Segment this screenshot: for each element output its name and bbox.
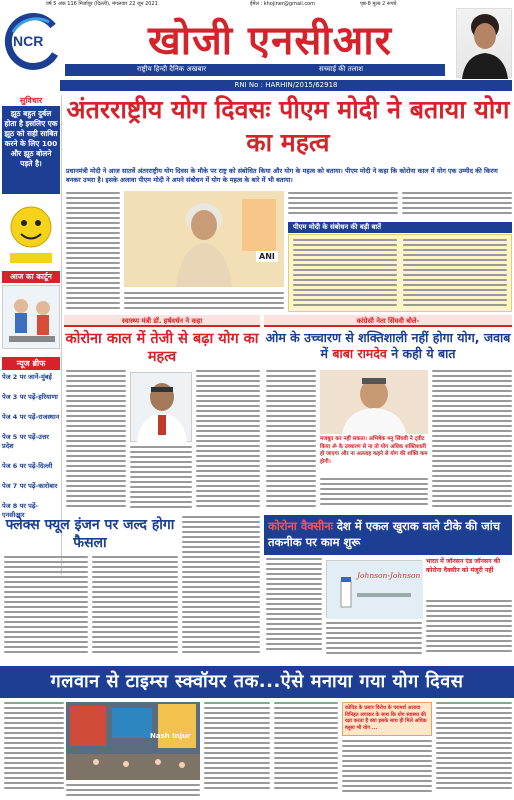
brief-item: पेज 5 पर पढ़ें-उत्तर प्रदेश (2, 433, 49, 450)
page-price: पृष्ठ-8 मूल्य 2 रूपये (360, 1, 397, 7)
thought-cartoon (6, 197, 56, 267)
newspaper-title: खोजी एनसीआर (147, 17, 392, 64)
key-points-box (288, 234, 512, 312)
ramdev-body-text (320, 478, 428, 512)
times-square-scene-icon (66, 702, 200, 780)
flex-fuel-body-text (92, 556, 178, 660)
bottom-photo-times-square (66, 702, 200, 780)
vaccine-body-text (326, 622, 422, 660)
ramdev-photo (320, 370, 428, 434)
key-points-text (293, 239, 397, 309)
cartoon-title: आज का कार्टून (2, 271, 60, 283)
health-minister-photo (130, 372, 192, 442)
bottom-body-text (204, 702, 270, 798)
ramdev-caption: मजबूत कर नहीं सकता। अभिषेक मनु सिंघवी ने ट्वीट किया ॐ के उच्चारण से ना तो योग अधिक शक्तिशाली हो जाएगा और ना अल्लाह कहने से योग की शक्ति कम होगी। (320, 436, 428, 465)
bottom-banner-headline: गलवान से टाइम्स स्क्वॉयर तक...ऐसे मनाया गया योग दिवस (0, 666, 514, 698)
flex-fuel-body-text (4, 556, 88, 660)
vaccine-vial-icon (327, 561, 423, 619)
health-body-text (66, 370, 126, 510)
tagline: राष्ट्रीय हिन्दी दैनिक अखबार (137, 65, 207, 73)
sidebar (0, 95, 62, 575)
slogan: सच्चाई की तलाश (319, 65, 364, 73)
lead-body-text (402, 192, 512, 220)
lead-photo-modi (124, 191, 284, 287)
bottom-body-text (274, 702, 338, 798)
ramdev-body-text (266, 370, 316, 512)
lead-headline: अंतरराष्ट्रीय योग दिवसः पीएम मोदी ने बताया योग का महत्व (66, 95, 510, 157)
vaccine-photo (326, 560, 422, 618)
smiley-face-icon (6, 197, 56, 267)
person-icon (131, 373, 193, 443)
ramdev-kicker: कांग्रेसी नेता सिंघवी बोले- (264, 315, 512, 327)
bottom-body-text (342, 740, 432, 798)
thought-text: झूठ बहुत दुर्बल होता है इसलिए एक झूठ को सही साबित करने के लिए 100 और झूठ बोलने पड़ते है। (2, 106, 60, 194)
issue-info: वर्ष 5 अंक 116 मिर्जापुर (दिल्ली), मंगलवार 22 जून 2021 (46, 1, 158, 7)
ramdev-name: बाबा रामदेव (332, 346, 387, 361)
speaker-figure-icon (124, 191, 284, 287)
rni-number: RNI No : HARHIN/2015/62918 (60, 80, 512, 91)
thought-title: सुविचार (19, 96, 43, 105)
vaccine-headline-rest: देश में एकल खुराक वाले टीके की जांच तकनीक पर काम शुरू (268, 519, 501, 549)
ncr-logo (3, 12, 61, 70)
health-body-text (130, 446, 192, 510)
bottom-highlight-box: कोविड के प्रसार विरोध के परामर्श अलावा विनिहत लगाकर के साथ कि योग स्वास्थ्य की रक्षा करता है क्या इसके साथ ही मिले अधिक ब्लूसा भी योग ... (342, 702, 432, 736)
ramdev-headline-part: ओम के उच्चारण से शक्तिशाली नहीं होगा योग, जवाब में (265, 330, 511, 361)
person-icon (457, 9, 513, 79)
health-kicker: स्वास्थ्य मंत्री डॉ. हर्षवर्धन ने कहा (64, 315, 260, 327)
health-headline: कोरोना काल में तेजी से बढ़ा योग का महत्व (65, 331, 259, 365)
billboard-text: Nash Injur (150, 732, 191, 740)
news-brief-title: न्यूज ब्रीफ (2, 357, 60, 370)
lead-body-text (66, 192, 120, 312)
tagline-bar (65, 64, 445, 76)
vaccine-body-text (426, 600, 512, 658)
flex-fuel-headline: फ्लेक्स फ्यूल इंजन पर जल्द होगा फैसला (5, 517, 175, 551)
flex-fuel-body-text (182, 516, 260, 660)
cartoon-figures-icon (3, 286, 61, 350)
person-icon (320, 370, 428, 434)
brief-item: पेज 2 पर जानें-मुंबई (2, 373, 52, 381)
brief-item: पेज 7 पर पढ़ें-कारोबार (2, 482, 58, 490)
cartoon-image (2, 285, 60, 349)
key-points-text (403, 239, 507, 309)
health-body-text (196, 370, 260, 510)
lead-body-text (288, 192, 398, 220)
ramdev-headline-part: ने कही ये बात (386, 346, 456, 361)
brief-item: पेज 4 पर पढ़ें-राजस्थान (2, 413, 60, 421)
brief-item: पेज 3 पर पढ़ें-हरियाणा (2, 393, 58, 401)
vaccine-body-text (266, 558, 322, 658)
logo-text: NCR (13, 33, 44, 49)
brief-item: पेज 6 पर पढ़ें-दिल्ली (2, 462, 53, 470)
ramdev-headline (264, 330, 512, 362)
celebrity-portrait (456, 8, 512, 78)
vaccine-box-title: भारत में जॉनसन एंड जॉनसन की कोरोना वैक्सीन को मंजूरी नहीं (426, 558, 501, 574)
newspaper-title-wrap (100, 14, 440, 62)
masthead-meta-bar (0, 0, 514, 10)
ani-badge: ANI (256, 251, 278, 262)
vaccine-headline-lead: कोरोना वैक्सीनः (268, 519, 333, 533)
lead-body-text (124, 292, 284, 312)
bottom-body-text (4, 702, 64, 798)
email: ईमेल : khojiner@gmail.com (250, 1, 316, 7)
lead-intro: प्रधानमंत्री मोदी ने आज सातवें अंतरराष्ट्रीय योग दिवस के मौके पर राष्ट्र को संबोधित किया और योग के महत्व को बताया। पीएम मोदी ने कहा कि कोरोना काल में योग एक उम्मीद की किरण बनकर उभरा है। इसके अलावा पीएम मोदी ने अपने संबोधन में योग के महत्व के बारे में भी बताया। (66, 167, 498, 184)
brief-item: पेज 8 पर पढ़ें-एनसीआर (2, 502, 39, 519)
vaccine-headline (264, 515, 512, 555)
bottom-body-text (66, 784, 200, 798)
key-points-title: पीएम मोदी के संबोधन की बड़ी बातें (288, 222, 512, 233)
news-brief-list (2, 373, 60, 520)
bottom-body-text (436, 702, 512, 798)
vaccine-brand-text: Johnson-Johnson (357, 571, 421, 580)
ramdev-body-text (432, 370, 512, 512)
